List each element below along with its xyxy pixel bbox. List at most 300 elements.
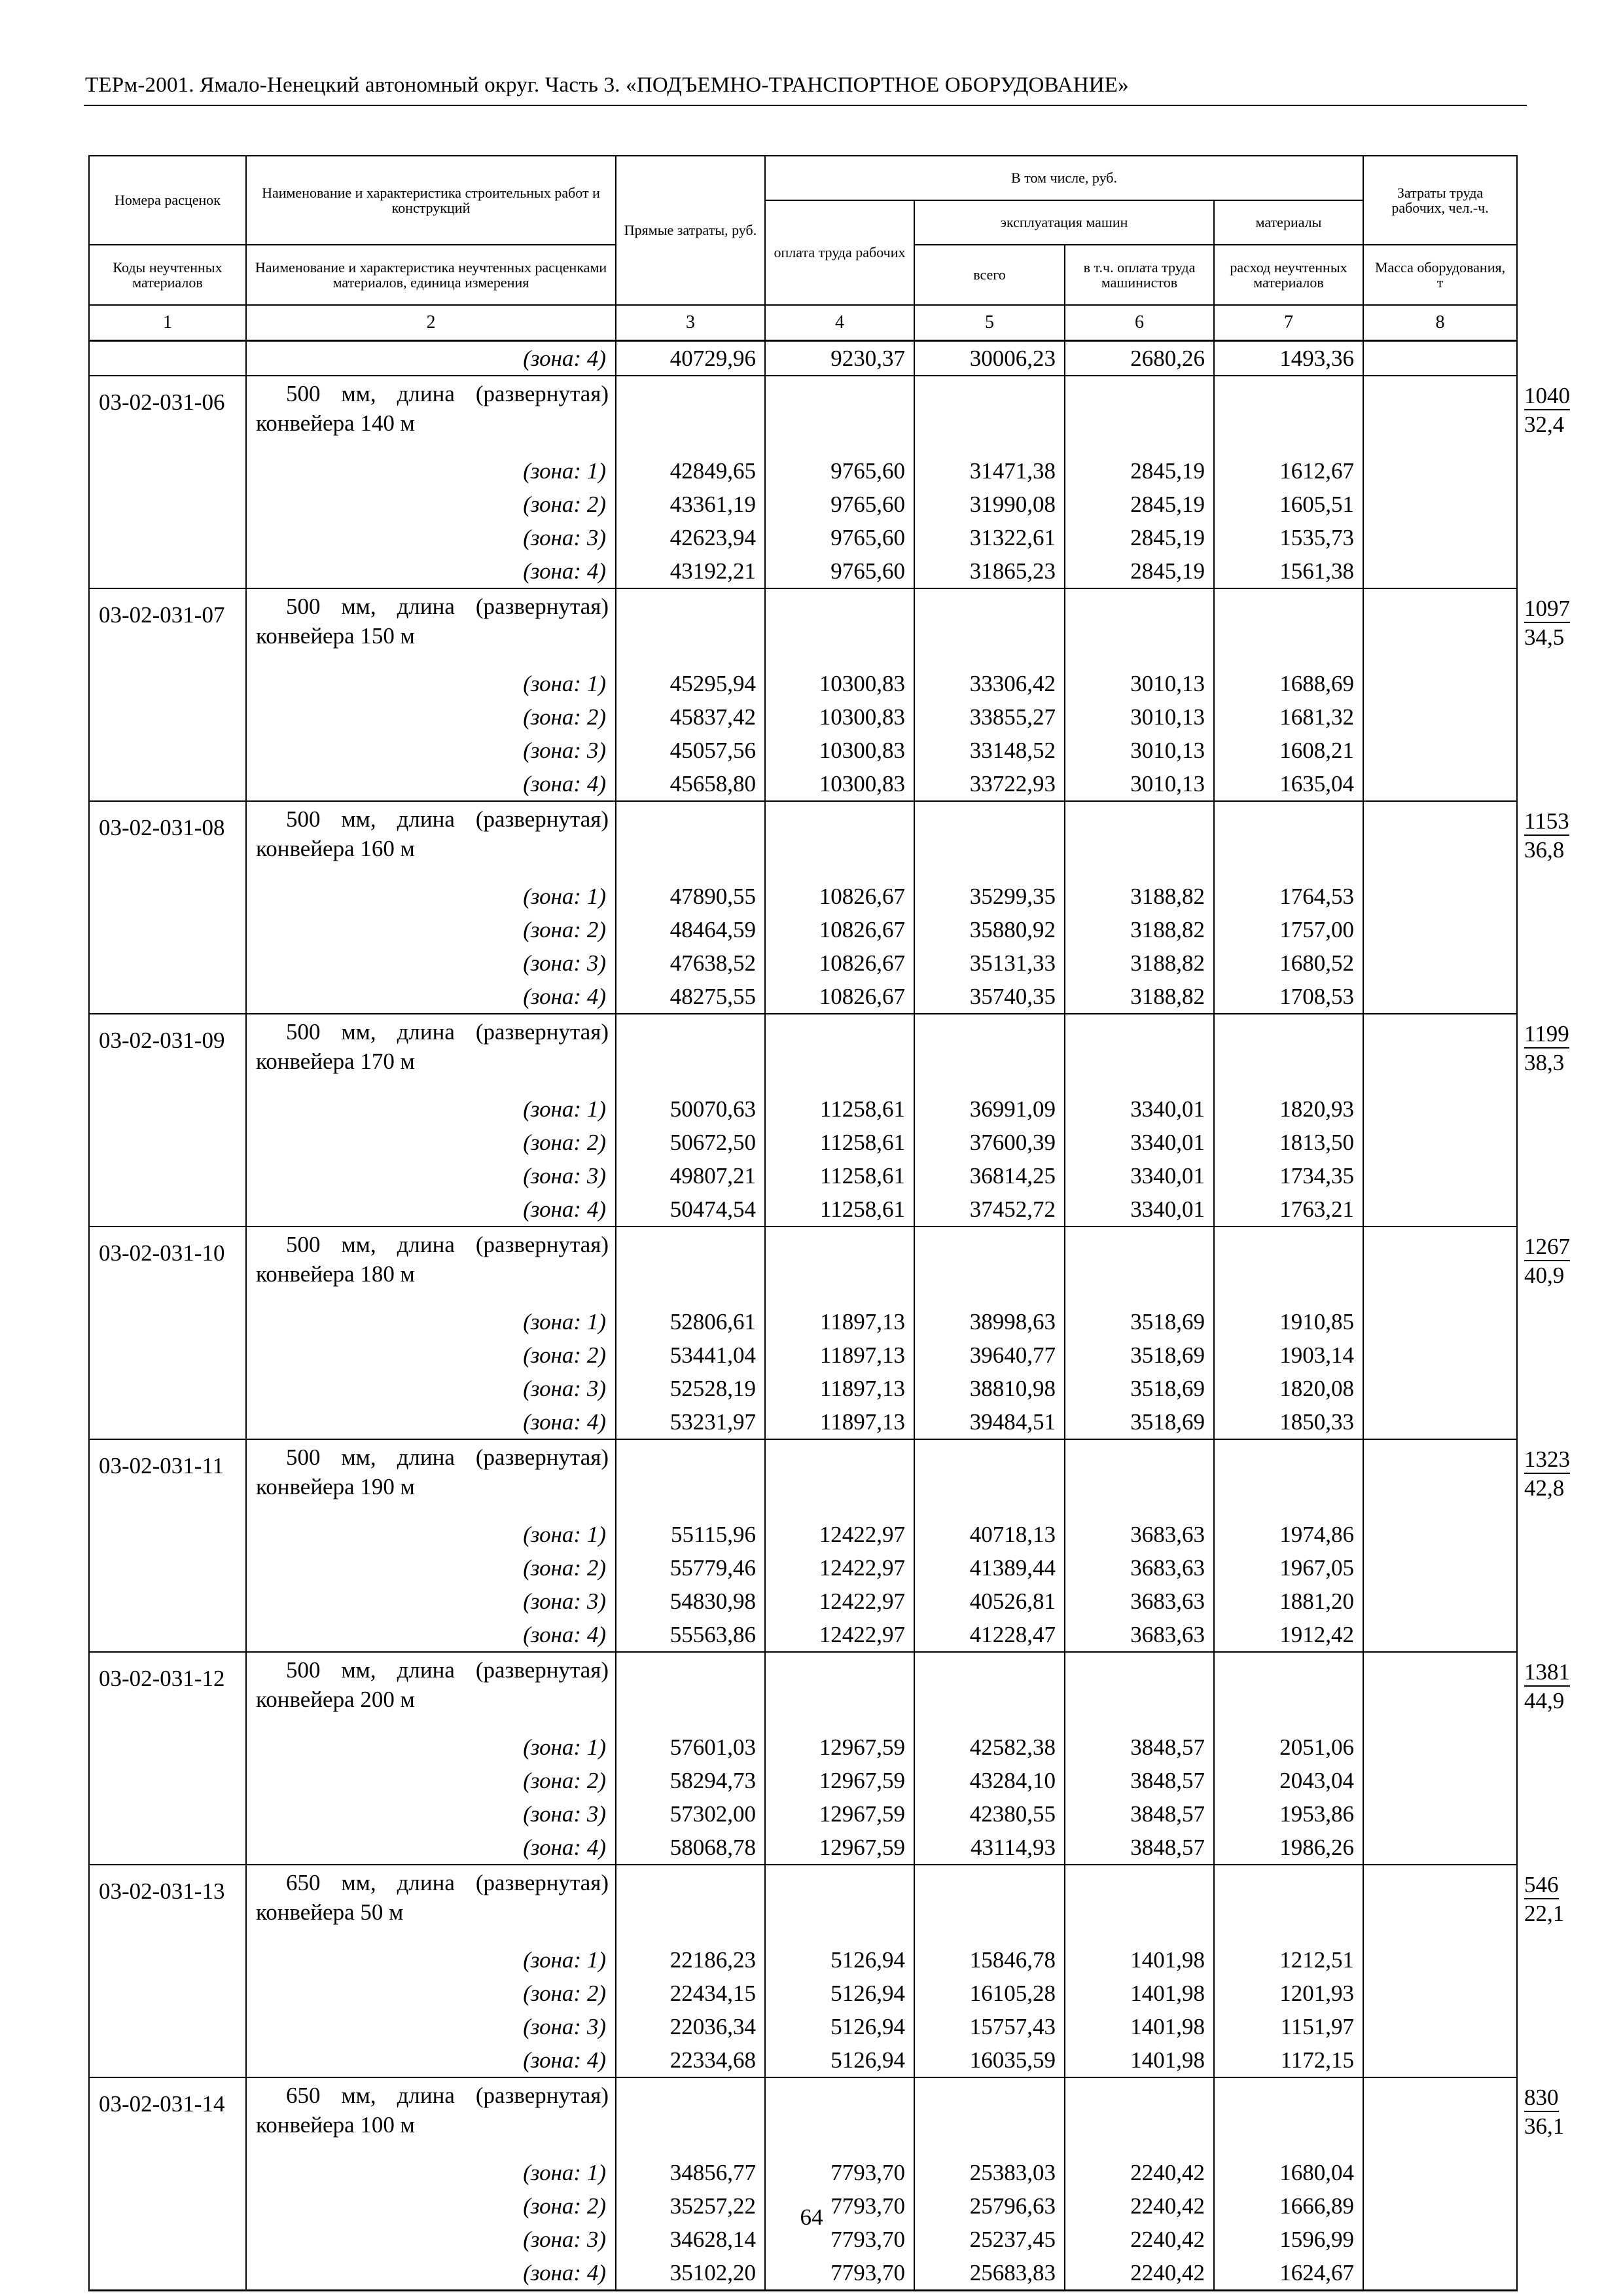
header-rule [84,105,1527,106]
empty-cell [89,1585,246,1618]
empty-cell [1214,1652,1363,1731]
column-number: 1 [89,305,246,341]
zone-row [89,767,1517,801]
empty-cell [1363,2256,1517,2291]
empty-cell [1363,454,1517,488]
materials-value: 1903,14 [1214,1338,1363,1372]
materials-value: 1974,86 [1214,1518,1363,1551]
empty-cell [616,1227,765,1305]
machines-total-value: 31990,08 [914,488,1065,521]
empty-cell [1363,1585,1517,1618]
machines-total-value: 31322,61 [914,521,1065,554]
header-material-codes: Коды неучтенных материалов [89,245,246,305]
empty-cell [89,554,246,588]
equipment-mass-value: 36,1 [1524,2113,1565,2139]
description-line: 650 мм, длина (развернутая) [286,1870,609,1895]
zone-row [89,1943,1517,1977]
zone-row [89,1159,1517,1193]
header-labor-costs: Затраты труда рабочих, чел.-ч. [1363,156,1517,245]
empty-cell [1363,1193,1517,1227]
materials-value: 2051,06 [1214,1731,1363,1764]
operator-wages-value: 3010,13 [1065,667,1214,700]
direct-costs-value: 48464,59 [616,913,765,946]
machines-total-value: 33855,27 [914,700,1065,734]
materials-value: 1212,51 [1214,1943,1363,1977]
rate-code: 03-02-031-11 [89,1439,246,1518]
operator-wages-value: 3340,01 [1065,1193,1214,1227]
rate-code: 03-02-031-07 [89,588,246,667]
empty-cell [1214,2077,1363,2156]
direct-costs-value: 50070,63 [616,1092,765,1126]
rate-code: 03-02-031-12 [89,1652,246,1731]
zone-row [89,1797,1517,1831]
direct-costs-value: 48275,55 [616,980,765,1014]
description-line: конвейера 150 м [256,623,415,649]
empty-cell [1363,980,1517,1014]
zone-label: (зона: 3) [246,1372,616,1405]
empty-cell [1363,1092,1517,1126]
empty-cell [89,1831,246,1865]
description-line: 500 мм, длина (развернутая) [286,1444,609,1470]
operator-wages-value: 2240,42 [1065,2189,1214,2223]
empty-cell [89,1092,246,1126]
materials-value: 1172,15 [1214,2043,1363,2077]
machines-total-value: 39640,77 [914,1338,1065,1372]
description-line: 500 мм, длина (развернутая) [286,1019,609,1045]
machines-total-value: 30006,23 [914,341,1065,376]
empty-cell [89,1943,246,1977]
empty-cell [89,1977,246,2010]
labor-costs-value: 1323 [1524,1446,1570,1474]
worker-wages-value: 10300,83 [765,734,914,767]
machines-total-value: 25383,03 [914,2156,1065,2189]
machines-total-value: 42582,38 [914,1731,1065,1764]
empty-cell [1363,2156,1517,2189]
empty-cell [616,1014,765,1092]
empty-cell [914,1865,1065,1943]
empty-cell [1363,2043,1517,2077]
empty-cell [1363,913,1517,946]
materials-value: 1493,36 [1214,341,1363,376]
worker-wages-value: 10826,67 [765,980,914,1014]
rate-title-row [89,1014,1517,1092]
zone-row [89,1618,1517,1652]
zone-row [89,1305,1517,1338]
empty-cell [1363,2077,1517,2156]
empty-cell [89,2010,246,2043]
worker-wages-value: 10300,83 [765,767,914,801]
labor-costs-value: 1040 [1524,383,1570,410]
empty-cell [89,1764,246,1797]
empty-cell [914,588,1065,667]
direct-costs-value: 47638,52 [616,946,765,980]
empty-cell [1363,1518,1517,1551]
zone-label: (зона: 1) [246,1943,616,1977]
worker-wages-value: 10826,67 [765,880,914,913]
operator-wages-value: 2845,19 [1065,454,1214,488]
machines-total-value: 16105,28 [914,1977,1065,2010]
operator-wages-value: 2845,19 [1065,554,1214,588]
empty-cell [1363,588,1517,667]
zone-row [89,946,1517,980]
empty-cell [1214,1439,1363,1518]
empty-cell [89,1797,246,1831]
zone-label: (зона: 3) [246,1797,616,1831]
empty-cell [765,1014,914,1092]
empty-cell [89,767,246,801]
empty-cell [1363,1652,1517,1731]
column-number: 8 [1363,305,1517,341]
operator-wages-value: 1401,98 [1065,2010,1214,2043]
rate-title-row [89,1865,1517,1943]
rate-title-row [89,376,1517,454]
rate-description [246,1439,616,1518]
labor-costs-value: 1267 [1524,1234,1570,1261]
worker-wages-value: 12422,97 [765,1551,914,1585]
zone-label: (зона: 4) [246,1618,616,1652]
worker-wages-value: 10300,83 [765,700,914,734]
machines-total-value: 35131,33 [914,946,1065,980]
empty-cell [89,1372,246,1405]
empty-cell [89,946,246,980]
empty-cell [1363,376,1517,454]
operator-wages-value: 3848,57 [1065,1731,1214,1764]
header-materials: материалы [1214,200,1363,245]
materials-value: 1201,93 [1214,1977,1363,2010]
worker-wages-value: 7793,70 [765,2256,914,2291]
rate-description [246,801,616,880]
operator-wages-value: 3518,69 [1065,1372,1214,1405]
empty-cell [1214,1227,1363,1305]
zone-row [89,1338,1517,1372]
worker-wages-value: 12967,59 [765,1831,914,1865]
materials-value: 1820,08 [1214,1372,1363,1405]
direct-costs-value: 55779,46 [616,1551,765,1585]
machines-total-value: 43284,10 [914,1764,1065,1797]
direct-costs-value: 53231,97 [616,1405,765,1439]
materials-value: 1757,00 [1214,913,1363,946]
worker-wages-value: 11258,61 [765,1159,914,1193]
operator-wages-value: 3848,57 [1065,1764,1214,1797]
empty-cell [765,588,914,667]
zone-label: (зона: 1) [246,1305,616,1338]
materials-value: 1764,53 [1214,880,1363,913]
machines-total-value: 25683,83 [914,2256,1065,2291]
direct-costs-value: 55115,96 [616,1518,765,1551]
empty-cell [1363,1865,1517,1943]
worker-wages-value: 9765,60 [765,488,914,521]
materials-value: 1666,89 [1214,2189,1363,2223]
direct-costs-value: 47890,55 [616,880,765,913]
rate-title-row [89,1439,1517,1518]
rate-code: 03-02-031-14 [89,2077,246,2156]
zone-label: (зона: 1) [246,880,616,913]
empty-cell [1363,521,1517,554]
materials-value: 1596,99 [1214,2223,1363,2256]
description-line: конвейера 190 м [256,1474,415,1499]
machines-total-value: 43114,93 [914,1831,1065,1865]
zone-label: (зона: 4) [246,554,616,588]
zone-label: (зона: 1) [246,454,616,488]
column-number: 2 [246,305,616,341]
empty-cell [89,1159,246,1193]
materials-value: 1612,67 [1214,454,1363,488]
machines-total-value: 37452,72 [914,1193,1065,1227]
direct-costs-value: 42849,65 [616,454,765,488]
empty-cell [1363,1305,1517,1338]
worker-wages-value: 9230,37 [765,341,914,376]
empty-cell [1214,376,1363,454]
rate-description [246,1652,616,1731]
zone-label: (зона: 4) [246,2043,616,2077]
machines-total-value: 25237,45 [914,2223,1065,2256]
direct-costs-value: 58068,78 [616,1831,765,1865]
table-header [89,156,1517,341]
machines-total-value: 35740,35 [914,980,1065,1014]
empty-cell [1363,554,1517,588]
zone-row [89,1372,1517,1405]
empty-cell [914,801,1065,880]
empty-cell [1363,1943,1517,1977]
empty-cell [89,667,246,700]
zone-label: (зона: 3) [246,946,616,980]
header-machines-total: всего [914,245,1065,305]
zone-row [89,2256,1517,2291]
description-line: конвейера 50 м [256,1899,404,1925]
direct-costs-value: 45837,42 [616,700,765,734]
empty-cell [1363,801,1517,880]
running-head: ТЕРм-2001. Ямало-Ненецкий автономный округ. Часть 3. «ПОДЪЕМНО-ТРАНСПОРТНОЕ ОБОРУДОВАНИЕ» [85,73,1129,97]
header-including: В том числе, руб. [765,156,1363,200]
empty-cell [1363,946,1517,980]
zone-label: (зона: 3) [246,1159,616,1193]
empty-cell [89,1193,246,1227]
empty-cell [616,1439,765,1518]
worker-wages-value: 7793,70 [765,2223,914,2256]
empty-cell [89,1731,246,1764]
direct-costs-value: 52806,61 [616,1305,765,1338]
worker-wages-value: 12422,97 [765,1518,914,1551]
zone-row [89,554,1517,588]
zone-row [89,1405,1517,1439]
direct-costs-value: 50672,50 [616,1126,765,1159]
zone-row [89,1585,1517,1618]
materials-value: 1953,86 [1214,1797,1363,1831]
column-number: 3 [616,305,765,341]
direct-costs-value: 49807,21 [616,1159,765,1193]
rate-code: 03-02-031-08 [89,801,246,880]
empty-cell [89,880,246,913]
direct-costs-value: 53441,04 [616,1338,765,1372]
empty-cell [1065,801,1214,880]
materials-value: 1967,05 [1214,1551,1363,1585]
empty-cell [914,2077,1065,2156]
zone-label: (зона: 4) [246,341,616,376]
zone-row [89,1977,1517,2010]
materials-value: 1624,67 [1214,2256,1363,2291]
operator-wages-value: 3848,57 [1065,1831,1214,1865]
labor-costs-value: 546 [1524,1872,1559,1899]
operator-wages-value: 3010,13 [1065,700,1214,734]
empty-cell [1363,488,1517,521]
machines-total-value: 40526,81 [914,1585,1065,1618]
column-number: 5 [914,305,1065,341]
operator-wages-value: 1401,98 [1065,2043,1214,2077]
empty-cell [616,2077,765,2156]
materials-value: 1608,21 [1214,734,1363,767]
machines-total-value: 41228,47 [914,1618,1065,1652]
machines-total-value: 25796,63 [914,2189,1065,2223]
column-number: 4 [765,305,914,341]
equipment-mass-value: 36,8 [1524,837,1565,863]
materials-value: 1734,35 [1214,1159,1363,1193]
operator-wages-value: 3010,13 [1065,734,1214,767]
empty-cell [914,1014,1065,1092]
empty-cell [1363,1227,1517,1305]
empty-cell [1363,1014,1517,1092]
worker-wages-value: 12967,59 [765,1797,914,1831]
empty-cell [1363,1405,1517,1439]
direct-costs-value: 57601,03 [616,1731,765,1764]
zone-row [89,521,1517,554]
rate-description [246,1014,616,1092]
zone-row [89,1126,1517,1159]
worker-wages-value: 9765,60 [765,554,914,588]
empty-cell [765,1652,914,1731]
worker-wages-value: 11897,13 [765,1372,914,1405]
operator-wages-value: 2240,42 [1065,2156,1214,2189]
worker-wages-value: 5126,94 [765,1977,914,2010]
column-number: 6 [1065,305,1214,341]
materials-value: 1813,50 [1214,1126,1363,1159]
zone-label: (зона: 2) [246,488,616,521]
machines-total-value: 31471,38 [914,454,1065,488]
operator-wages-value: 3340,01 [1065,1159,1214,1193]
empty-cell [1363,1159,1517,1193]
operator-wages-value: 3683,63 [1065,1518,1214,1551]
machines-total-value: 33306,42 [914,667,1065,700]
empty-cell [89,1551,246,1585]
zone-label: (зона: 1) [246,1518,616,1551]
operator-wages-value: 3340,01 [1065,1092,1214,1126]
description-line: 500 мм, длина (развернутая) [286,806,609,832]
empty-cell [89,700,246,734]
empty-cell [765,1865,914,1943]
zone-label: (зона: 2) [246,1126,616,1159]
materials-value: 1881,20 [1214,1585,1363,1618]
operator-wages-value: 3683,63 [1065,1585,1214,1618]
empty-cell [1363,1977,1517,2010]
direct-costs-value: 50474,54 [616,1193,765,1227]
worker-wages-value: 11897,13 [765,1338,914,1372]
direct-costs-value: 22186,23 [616,1943,765,1977]
worker-wages-value: 5126,94 [765,1943,914,1977]
machines-total-value: 38810,98 [914,1372,1065,1405]
zone-row [89,454,1517,488]
empty-cell [89,488,246,521]
empty-cell [89,1338,246,1372]
operator-wages-value: 3188,82 [1065,880,1214,913]
direct-costs-value: 35102,20 [616,2256,765,2291]
zone-label: (зона: 3) [246,2010,616,2043]
direct-costs-value: 40729,96 [616,341,765,376]
rate-description [246,588,616,667]
zone-row [89,2010,1517,2043]
materials-value: 1910,85 [1214,1305,1363,1338]
direct-costs-value: 52528,19 [616,1372,765,1405]
empty-cell [1363,1338,1517,1372]
machines-total-value: 31865,23 [914,554,1065,588]
empty-cell [1214,1014,1363,1092]
operator-wages-value: 3340,01 [1065,1126,1214,1159]
empty-cell [1214,1865,1363,1943]
empty-cell [89,980,246,1014]
empty-cell [616,376,765,454]
machines-total-value: 39484,51 [914,1405,1065,1439]
empty-cell [89,341,246,376]
operator-wages-value: 3518,69 [1065,1338,1214,1372]
empty-cell [89,454,246,488]
zone-row [89,1518,1517,1551]
equipment-mass-value: 32,4 [1524,412,1565,437]
empty-cell [1363,1551,1517,1585]
materials-value: 1561,38 [1214,554,1363,588]
zone-label: (зона: 2) [246,1977,616,2010]
zone-row [89,1193,1517,1227]
machines-total-value: 36814,25 [914,1159,1065,1193]
materials-value: 1635,04 [1214,767,1363,801]
empty-cell [89,1126,246,1159]
zone-label: (зона: 2) [246,700,616,734]
empty-cell [1363,667,1517,700]
machines-total-value: 42380,55 [914,1797,1065,1831]
zone-row [89,2043,1517,2077]
worker-wages-value: 9765,60 [765,521,914,554]
worker-wages-value: 10826,67 [765,913,914,946]
zone-label: (зона: 4) [246,767,616,801]
zone-row [89,880,1517,913]
empty-cell [914,1652,1065,1731]
empty-cell [89,2156,246,2189]
materials-value: 1680,04 [1214,2156,1363,2189]
rate-description [246,1865,616,1943]
materials-value: 1912,42 [1214,1618,1363,1652]
zone-label: (зона: 4) [246,980,616,1014]
empty-cell [89,521,246,554]
header-equipment-mass: Масса оборудования, т [1363,245,1517,305]
labor-costs-value: 1153 [1524,808,1569,836]
column-number: 7 [1214,305,1363,341]
empty-cell [1363,767,1517,801]
operator-wages-value: 2240,42 [1065,2256,1214,2291]
zone-row [89,700,1517,734]
equipment-mass-value: 34,5 [1524,624,1565,650]
header-material-names: Наименование и характеристика неучтенных расценками материалов, единица измерения [246,245,616,305]
empty-cell [765,376,914,454]
empty-cell [1363,700,1517,734]
zone-label: (зона: 2) [246,913,616,946]
header-worker-wages: оплата труда рабочих [765,200,914,305]
worker-wages-value: 12967,59 [765,1764,914,1797]
empty-cell [1065,1865,1214,1943]
machines-total-value: 37600,39 [914,1126,1065,1159]
empty-cell [1214,588,1363,667]
rate-title-row [89,1227,1517,1305]
empty-cell [1363,1731,1517,1764]
machines-total-value: 16035,59 [914,2043,1065,2077]
empty-cell [1363,1764,1517,1797]
empty-cell [89,913,246,946]
